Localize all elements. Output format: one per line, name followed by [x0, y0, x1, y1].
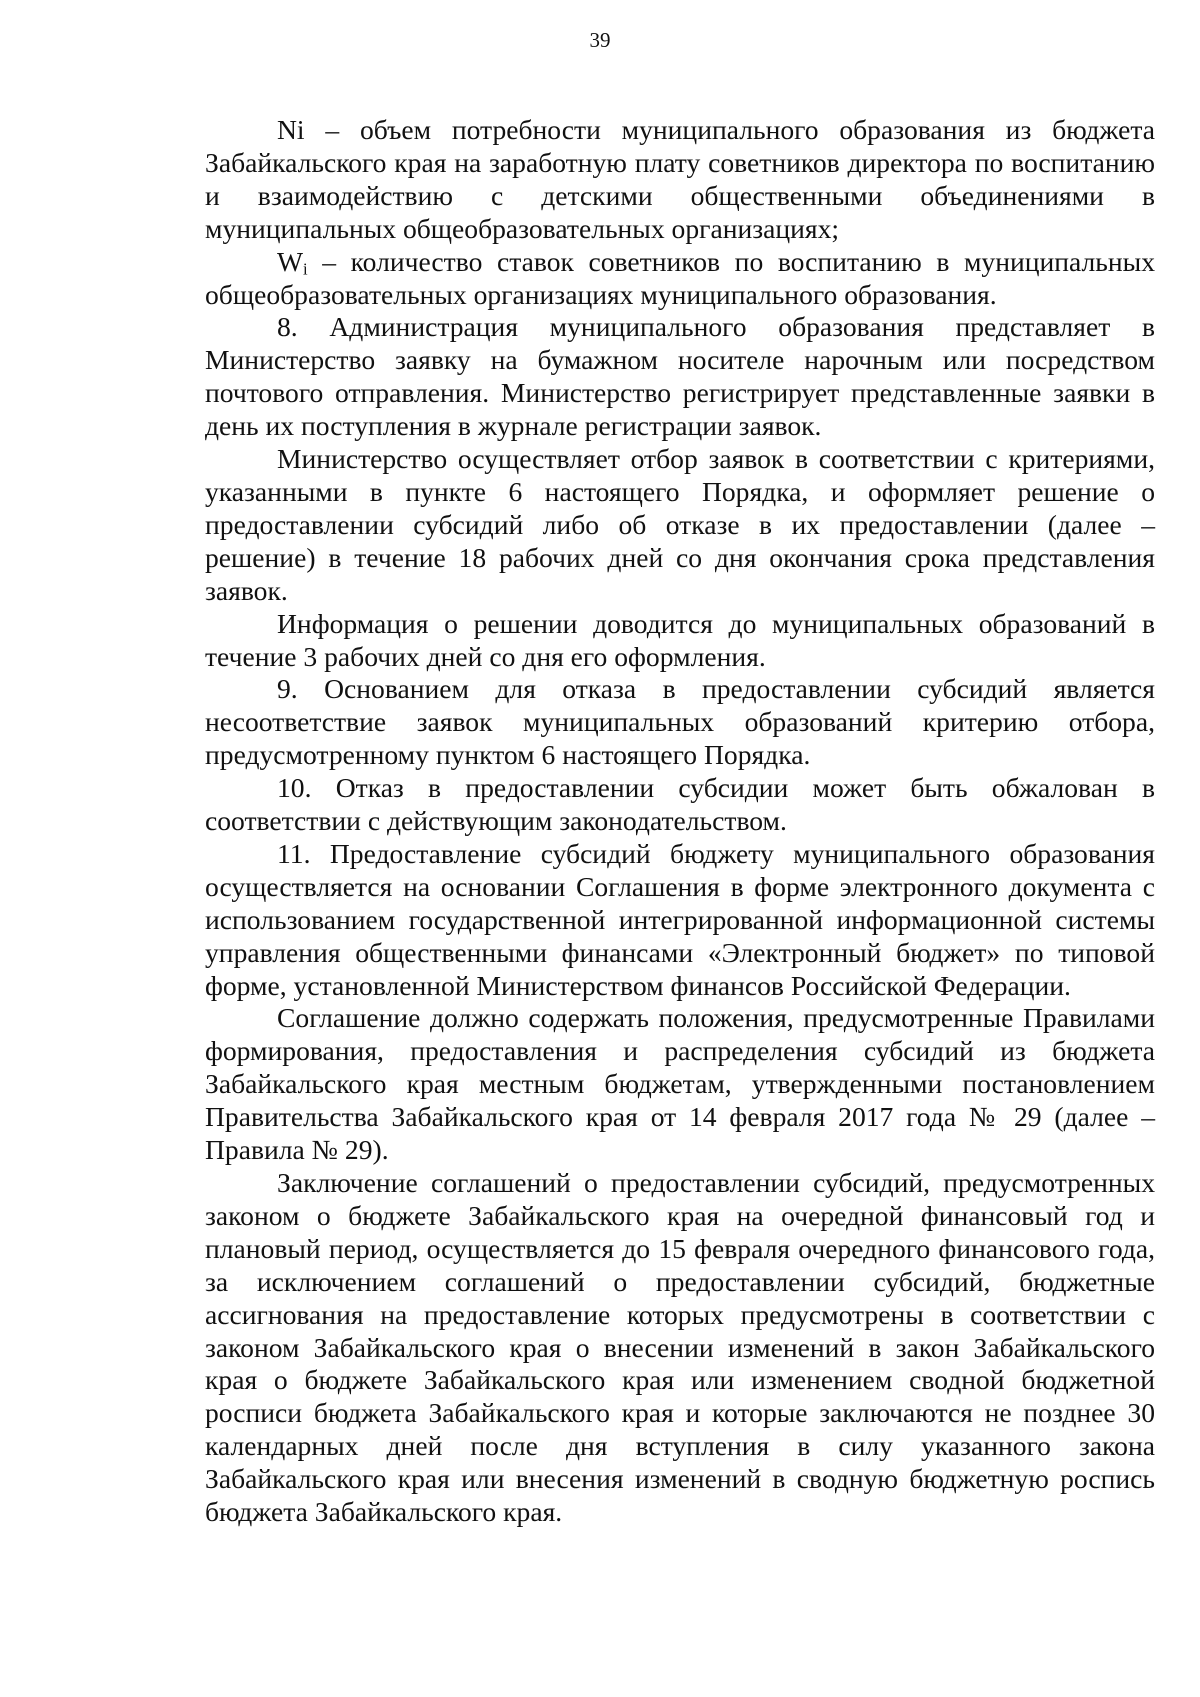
paragraph-item-11-conclusion: Заключение соглашений о предоставлении субсидий, предусмотренных законом о бюджете Забайкальского края на очередной финансовый год и плановый период, осуществляется до 15 февраля очередного финансового года, за исключением соглашений о предоставлении субсидий, бюджетные ассигнования на предоставление которых предусмотрены в соответствии с законом Забайкальского края о внесении изменений в закон Забайкальского края о бюджете Забайкальского края или изменением сводной бюджетной росписи бюджета Забайкальского края и которые заключаются не позднее 30 календарных дней после дня вступления в силу указанного закона Забайкальского края или внесения изменений в сводную бюджетную роспись бюджета Забайкальского края.: [205, 1167, 1155, 1528]
paragraph-item-8: 8. Администрация муниципального образования представляет в Министерство заявку на бумажном носителе нарочным или посредством почтового отправления. Министерство регистрирует представленные заявки в день их поступления в журнале регистрации заявок.: [205, 311, 1155, 442]
page-number: 39: [589, 28, 611, 52]
document-body: [205, 114, 1155, 1529]
wi-definition-text: – количество ставок советников по воспитанию в муниципальных общеобразовательных организациях муниципального образования.: [205, 245, 1155, 310]
paragraph-item-8-selection: Министерство осуществляет отбор заявок в соответствии с критериями, указанными в пункте 6 настоящего Порядка, и оформляет решение о предоставлении субсидий либо об отказе в их предоставлении (далее – решение) в течение 18 рабочих дней со дня окончания срока представления заявок.: [205, 443, 1155, 606]
wi-symbol: W: [277, 245, 304, 277]
paragraph-wi-definition: [205, 246, 1155, 312]
paragraph-item-9: 9. Основанием для отказа в предоставлении субсидий является несоответствие заявок муниципальных образований критерию отбора, предусмотренному пунктом 6 настоящего Порядка.: [205, 673, 1155, 771]
wi-subscript: i: [303, 258, 308, 278]
paragraph-item-11-agreement: Соглашение должно содержать положения, предусмотренные Правилами формирования, предоставления и распределения субсидий из бюджета Забайкальского края местным бюджетам, утвержденными постановлением Правительства Забайкальского края от 14 февраля 2017 года № 29 (далее – Правила № 29).: [205, 1002, 1155, 1166]
paragraph-item-11: 11. Предоставление субсидий бюджету муниципального образования осуществляется на основании Соглашения в форме электронного документа с использованием государственной интегрированной информационной системы управления общественными финансами «Электронный бюджет» по типовой форме, установленной Министерством финансов Российской Федерации.: [205, 837, 1155, 1001]
paragraph-ni-definition: Ni – объем потребности муниципального образования из бюджета Забайкальского края на заработную плату советников директора по воспитанию и взаимодействию с детскими общественными объединениями в муниципальных общеобразовательных организациях;: [205, 114, 1155, 244]
paragraph-item-8-information: Информация о решении доводится до муниципальных образований в течение 3 рабочих дней со дня его оформления.: [205, 607, 1155, 672]
paragraph-item-10: 10. Отказ в предоставлении субсидии может быть обжалован в соответствии с действующим законодательством.: [205, 772, 1155, 837]
